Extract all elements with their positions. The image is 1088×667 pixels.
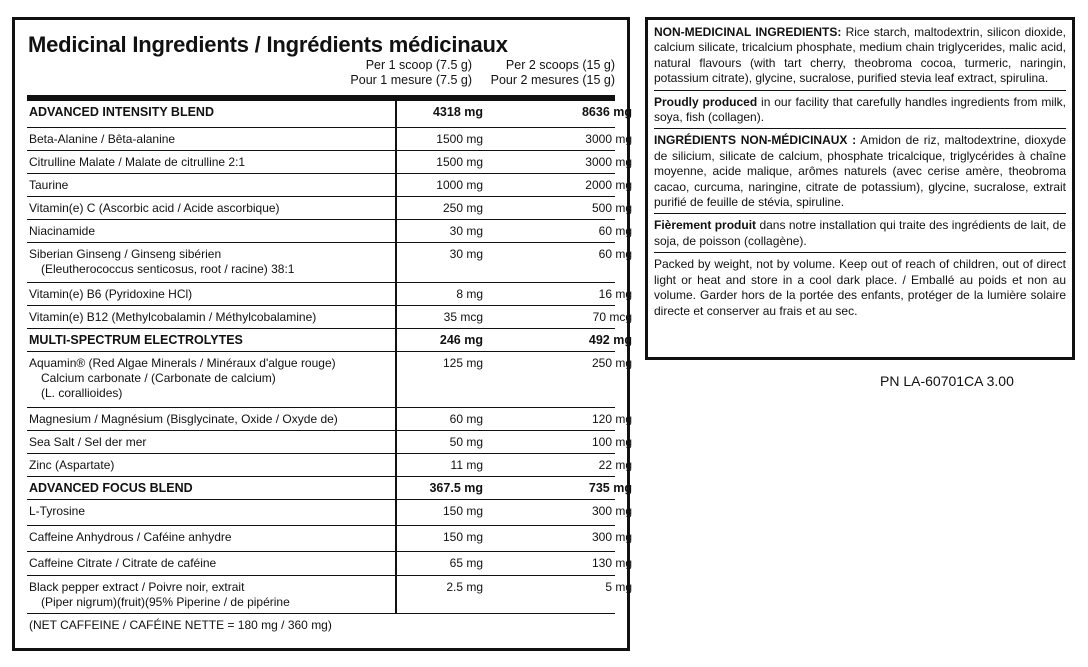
amount-per-2-scoops: 500 mg xyxy=(591,201,632,215)
paragraph-text: Rice starch, maltodextrin, silicon dioxide, calcium silicate, tricalcium phosphate, medium chain triglycerides, malic acid, natural flavours (with tart cherry, theobroma cocoa, turmeric, naringin, potassium citrate), glycine, sucralose, purified stevia leaf extract, spirulina. xyxy=(654,25,1066,86)
ingredient-name xyxy=(29,178,394,193)
ingredient-name-text: Vitamin(e) C (Ascorbic acid / Acide ascorbique) xyxy=(29,201,280,215)
ingredient-row xyxy=(27,329,632,352)
ingredient-name xyxy=(29,458,394,473)
serving-header-1-line2: Pour 1 mesure (7.5 g) xyxy=(350,73,472,87)
medicinal-ingredients-panel xyxy=(12,17,630,651)
amount-per-1-scoop: 30 mg xyxy=(449,247,483,261)
serving-header-1-line1: Per 1 scoop (7.5 g) xyxy=(365,58,472,72)
ingredient-row xyxy=(27,352,632,408)
amount-per-1-scoop: 250 mg xyxy=(442,201,483,215)
ingredient-name-text: Magnesium / Magnésium (Bisglycinate, Oxide / Oxyde de) xyxy=(29,412,338,426)
info-paragraph xyxy=(654,25,1066,91)
ingredient-row xyxy=(27,174,632,197)
ingredient-row xyxy=(27,500,632,526)
ingredient-row xyxy=(27,220,632,243)
ingredient-row xyxy=(27,283,632,306)
amount-per-2-scoops: 3000 mg xyxy=(585,155,632,169)
amount-per-1-scoop: 50 mg xyxy=(449,435,483,449)
net-caffeine-row xyxy=(27,614,615,646)
non-medicinal-panel xyxy=(645,17,1075,360)
amount-per-2-scoops: 60 mg xyxy=(598,247,632,261)
amount-per-1-scoop: 60 mg xyxy=(449,412,483,426)
serving-header-2 xyxy=(491,58,615,88)
ingredient-name xyxy=(29,435,394,450)
ingredient-name xyxy=(29,412,394,427)
paragraph-text: dans notre installation qui traite des ingrédients de lait, de soja, de poisson (collagène). xyxy=(654,218,1067,248)
ingredient-name-text: Siberian Ginseng / Ginseng sibérien xyxy=(29,247,222,261)
amount-per-2-scoops: 70 mcg xyxy=(592,310,632,324)
ingredient-name-text: Aquamin® (Red Algae Minerals / Minéraux d'algue rouge) xyxy=(29,356,336,370)
amount-per-1-scoop: 367.5 mg xyxy=(429,481,483,495)
ingredient-name-text: Niacinamide xyxy=(29,224,96,238)
amount-per-1-scoop: 1500 mg xyxy=(436,155,483,169)
ingredient-row xyxy=(27,101,632,128)
amount-per-1-scoop: 150 mg xyxy=(442,530,483,544)
ingredient-table xyxy=(27,101,632,646)
ingredient-row xyxy=(27,477,632,500)
ingredient-subline: (Piper nigrum)(fruit)(95% Piperine / de pipérine xyxy=(41,595,290,609)
ingredient-name xyxy=(29,481,394,496)
amount-per-1-scoop: 1500 mg xyxy=(436,132,483,146)
info-paragraph xyxy=(654,95,1066,130)
ingredient-name xyxy=(29,224,394,239)
amount-per-2-scoops: 250 mg xyxy=(591,356,632,370)
amount-per-2-scoops: 492 mg xyxy=(588,333,632,347)
paragraph-heading: INGRÉDIENTS NON-MÉDICINAUX : xyxy=(654,133,857,148)
ingredient-name xyxy=(29,356,394,401)
paragraph-text: in our facility that carefully handles ingredients from milk, soya, fish (collagen). xyxy=(654,94,1066,125)
ingredient-row xyxy=(27,454,632,477)
amount-per-1-scoop: 246 mg xyxy=(439,333,483,347)
ingredient-row xyxy=(27,408,632,431)
ingredient-name-text: Vitamin(e) B6 (Pyridoxine HCl) xyxy=(29,287,193,301)
ingredient-name xyxy=(29,333,394,348)
part-number: PN LA-60701CA 3.00 xyxy=(880,373,1014,389)
paragraph-text: Packed by weight, not by volume. Keep out of reach of children, out of direct light or heat and store in a cool dark place. / Emballé au poids et non au volume. Garder hors de la portée des enfants, protéger de la lumière solaire directe et conserver au frais et au sec. xyxy=(654,257,1066,318)
amount-per-1-scoop: 125 mg xyxy=(442,356,483,370)
ingredient-row xyxy=(27,526,632,552)
panel-title: Medicinal Ingredients / Ingrédients médicinaux xyxy=(28,32,508,57)
ingredient-row xyxy=(27,128,632,151)
ingredient-row xyxy=(27,151,632,174)
ingredient-subline: (L. corallioides) xyxy=(41,386,123,400)
ingredient-name xyxy=(29,287,394,302)
ingredient-row xyxy=(27,243,632,283)
amount-per-1-scoop: 30 mg xyxy=(449,224,483,238)
amount-per-2-scoops: 5 mg xyxy=(605,580,632,594)
amount-per-1-scoop: 1000 mg xyxy=(436,178,483,192)
amount-per-2-scoops: 130 mg xyxy=(591,556,632,570)
serving-header-1 xyxy=(350,58,472,88)
amount-per-2-scoops: 300 mg xyxy=(591,530,632,544)
amount-per-1-scoop: 65 mg xyxy=(449,556,483,570)
amount-per-1-scoop: 150 mg xyxy=(442,504,483,518)
paragraph-heading: Fièrement produit xyxy=(654,218,757,233)
amount-per-2-scoops: 16 mg xyxy=(598,287,632,301)
ingredient-name xyxy=(29,132,394,147)
ingredient-row xyxy=(27,431,632,454)
ingredient-name xyxy=(29,556,394,571)
ingredient-name-text: Caffeine Citrate / Citrate de caféine xyxy=(29,556,217,570)
ingredient-name-text: L-Tyrosine xyxy=(29,504,86,518)
info-paragraph xyxy=(654,218,1066,253)
ingredient-subline: Calcium carbonate / (Carbonate de calcium) xyxy=(41,371,276,385)
amount-per-2-scoops: 22 mg xyxy=(598,458,632,472)
serving-header-2-line1: Per 2 scoops (15 g) xyxy=(505,58,615,72)
ingredient-name xyxy=(29,580,394,610)
ingredient-name xyxy=(29,530,394,545)
amount-per-1-scoop: 11 mg xyxy=(450,458,483,472)
paragraph-text: Amidon de riz, maltodextrine, dioxyde de silicium, silicate de calcium, phosphate tricalcique, triglycérides à chaîne moyenne, acide malique, arômes naturels (avec cerise amère, theobroma cacao, curcuma, naringine, citrate de potassium), glycine, sucralose, extrait purifié de feuille de stévia, spiruline. xyxy=(654,133,1066,210)
amount-per-2-scoops: 100 mg xyxy=(591,435,632,449)
ingredient-row xyxy=(27,552,632,576)
info-paragraph xyxy=(654,133,1066,214)
ingredient-name-text: Vitamin(e) B12 (Methylcobalamin / Méthylcobalamine) xyxy=(29,310,317,324)
ingredient-name xyxy=(29,247,394,277)
ingredient-name-text: Beta-Alanine / Bêta-alanine xyxy=(29,132,176,146)
amount-per-2-scoops: 300 mg xyxy=(591,504,632,518)
net-caffeine-text: (NET CAFFEINE / CAFÉINE NETTE = 180 mg / 360 mg) xyxy=(29,618,332,632)
amount-per-2-scoops: 3000 mg xyxy=(585,132,632,146)
ingredient-name xyxy=(29,201,394,216)
amount-per-1-scoop: 2.5 mg xyxy=(446,580,483,594)
amount-per-2-scoops: 8636 mg xyxy=(581,105,632,119)
ingredient-name-text: Zinc (Aspartate) xyxy=(29,458,115,472)
ingredient-name xyxy=(29,504,394,519)
paragraph-heading: Proudly produced xyxy=(654,94,758,109)
amount-per-2-scoops: 2000 mg xyxy=(585,178,632,192)
ingredient-name xyxy=(29,105,394,120)
amount-per-1-scoop: 8 mg xyxy=(456,287,483,301)
amount-per-1-scoop: 35 mcg xyxy=(443,310,483,324)
ingredient-name-text: MULTI-SPECTRUM ELECTROLYTES xyxy=(29,333,243,347)
ingredient-name-text: ADVANCED INTENSITY BLEND xyxy=(29,105,214,119)
info-paragraph xyxy=(654,257,1066,322)
serving-header-2-line2: Pour 2 mesures (15 g) xyxy=(490,73,615,87)
amount-per-2-scoops: 120 mg xyxy=(591,412,632,426)
ingredient-name-text: Taurine xyxy=(29,178,69,192)
ingredient-row xyxy=(27,306,632,329)
ingredient-name-text: Citrulline Malate / Malate de citrulline 2:1 xyxy=(29,155,246,169)
ingredient-name xyxy=(29,155,394,170)
ingredient-row xyxy=(27,576,632,614)
ingredient-name xyxy=(29,310,394,325)
ingredient-subline: (Eleutherococcus senticosus, root / racine) 38:1 xyxy=(41,262,295,276)
ingredient-name-text: ADVANCED FOCUS BLEND xyxy=(29,481,193,495)
amount-per-2-scoops: 735 mg xyxy=(588,481,632,495)
amount-per-2-scoops: 60 mg xyxy=(598,224,632,238)
ingredient-name-text: Caffeine Anhydrous / Caféine anhydre xyxy=(29,530,232,544)
ingredient-name-text: Black pepper extract / Poivre noir, extrait xyxy=(29,580,245,594)
paragraph-heading: NON-MEDICINAL INGREDIENTS: xyxy=(654,25,842,39)
ingredient-row xyxy=(27,197,632,220)
amount-per-1-scoop: 4318 mg xyxy=(432,105,483,119)
ingredient-name-text: Sea Salt / Sel der mer xyxy=(29,435,147,449)
